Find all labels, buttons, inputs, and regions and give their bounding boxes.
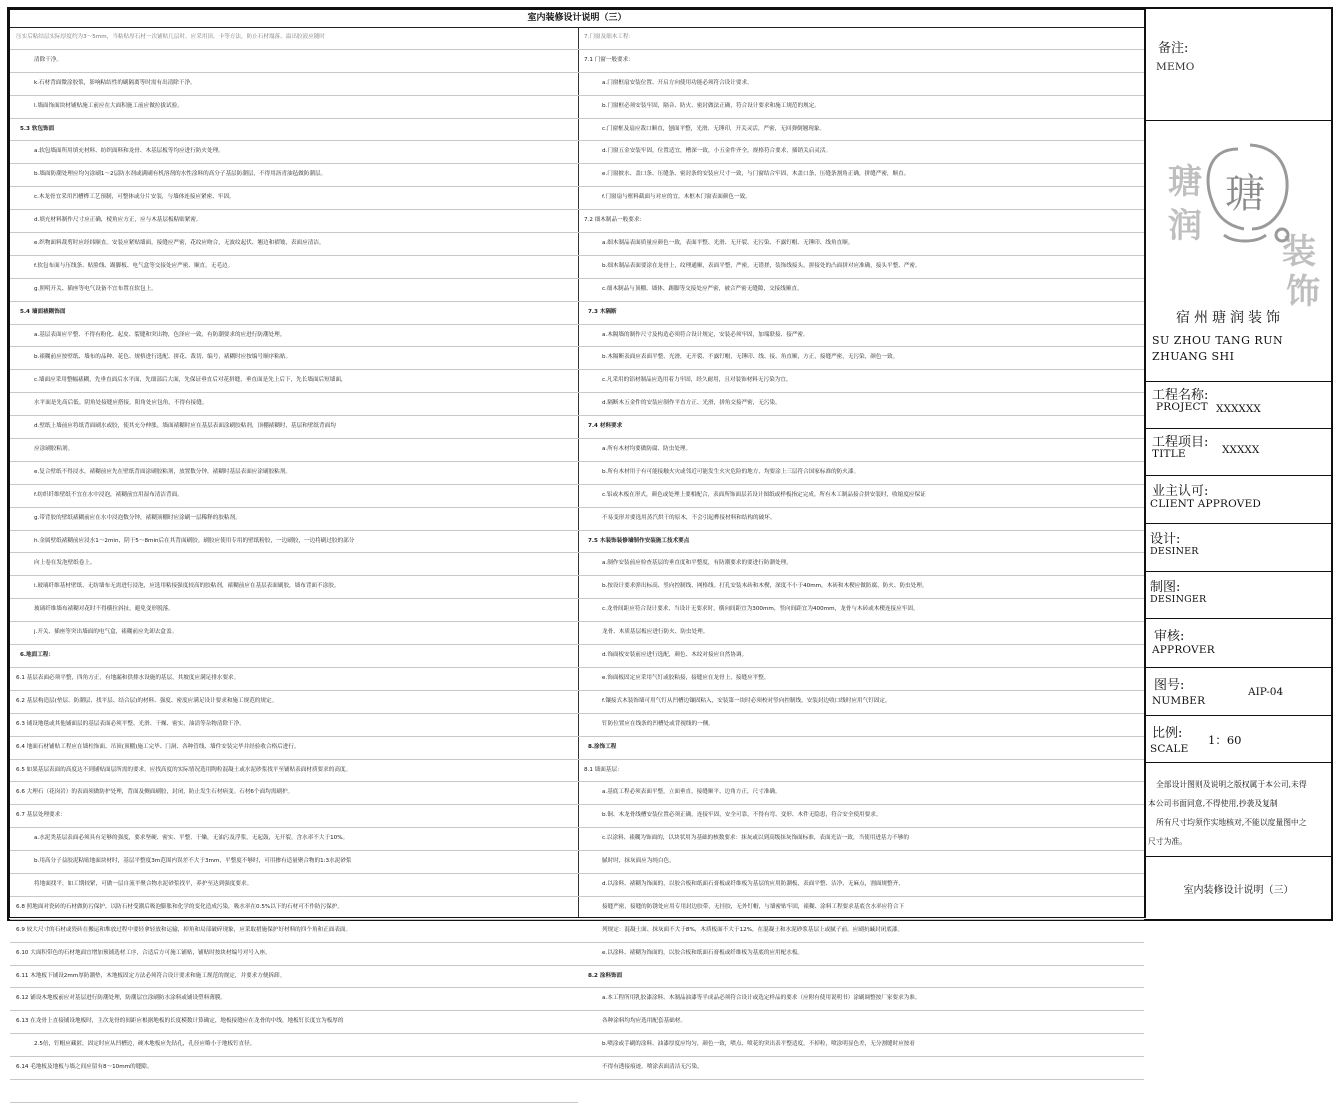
logo-char-1: 瑭 <box>1168 162 1202 202</box>
spec-row: 水平面是先高后低。阴角处接缝应搭接，阳角处应包角，不得有接缝。 <box>10 393 578 416</box>
spec-row: f.软包布面与压线条、贴脸线、踢脚板、电气盒等交接处应严密、顺直，无毛边。 <box>10 256 578 279</box>
spec-row: a.基底工程必须表面平整，立面垂直，接缝顺平、边角方正，尺寸准确。 <box>578 782 1144 805</box>
spec-row: e.织物面料裁剪时应经纬顺直。安装应紧贴墙面，接缝应严密，花纹应吻合，无波纹起伏、翘边和褶皱，表面应清洁。 <box>10 233 578 256</box>
spec-row: b.细木制品表面要涂在龙骨上，纹理通顺，表面平整，严密，无错搓，装饰线接头，拼接处的凸面拼对应准确，接头平整、严密。 <box>578 256 1144 279</box>
project-label: 工程名称: <box>1152 388 1209 403</box>
spec-row: a.制作安装前应检查基层的垂直度和平整度，有防潮要求的要进行防潮处理。 <box>578 553 1144 576</box>
note-line-4: 尺寸为准。 <box>1148 837 1187 846</box>
spec-row: 7.3 木隔断 <box>578 302 1144 325</box>
spec-row: c.细木制品与顶棚、墙体、踢脚等交接处应严密，被合严密无缝隙，交接线顺直。 <box>578 279 1144 302</box>
left-column <box>10 27 579 1071</box>
spec-row: 向上卷在发泡壁纸卷上。 <box>10 553 578 576</box>
spec-row: 腻时时，抹灰面应为纯白色。 <box>578 851 1144 874</box>
spec-row: 8.2 涂料饰面 <box>578 966 1144 989</box>
spec-row: 6.地面工程： <box>10 645 578 668</box>
spec-row: d.填充材料制作尺寸应正确，棱角应方正，应与木基层板粘贴紧密。 <box>10 210 578 233</box>
spec-row: b.墙面防潮处理应均匀涂刷1～2层防水剂或满刷有机溶剂的水性涂料的高分子基层防潮层，不得用沥青油毡做防潮层。 <box>10 164 578 187</box>
scale-value: 1：60 <box>1208 733 1242 747</box>
logo-char-2: 润 <box>1168 206 1202 246</box>
sheet-title: 室内装修设计说明（三） <box>10 10 1144 28</box>
spec-row: f.门窗扇与框料截面与对应的宜。木框木门窗表面颜色一致。 <box>578 187 1144 210</box>
spec-row: 6.5 如果基层表面的高度达不到铺贴面层所需的要求，应找高度的实际情况选用陶粒混凝土或水泥砂浆找平至铺贴表面材质要求的高度。 <box>10 760 578 783</box>
spec-row: 6.8 照地面对瓷砖的石材做防污保护，以防石材受潮后吸泡膨胀和化学的变化造成污染，吸水率在0.5%以下的石材可不作防污保护。 <box>10 897 578 920</box>
spec-row: b.喷涂或手刷的涂料、油漆厚度应均匀，颜色一致，喷点、喷花的突出表平整适度，不掉粒，喷涂明显色差，无分割缝时应按看 <box>578 1034 1144 1057</box>
spec-row: 玻璃纤维墙布裱糊对花时不得横拉斜扯，避免变形脱落。 <box>10 599 578 622</box>
spec-row: a.细木制品表面质量应颜色一致，表面平整、光滑、无开裂、无污染、不露钉帽、无锤印、线角直顺。 <box>578 233 1144 256</box>
spec-row: 各种涂料均均应选用配套基础材。 <box>578 1011 1144 1034</box>
spec-row: e.复合壁纸不得浸水，裱糊前应先在壁纸背面涂刷胶粘剂，放置数分钟，裱糊时基层表面应涂刷胶粘剂。 <box>10 462 578 485</box>
spec-row: j.开关、插座等突出墙面的电气盒，裱糊前应先卸去盒盖。 <box>10 622 578 645</box>
title-block <box>1145 9 1331 918</box>
spec-row: 钉防位置应在线条的凹槽处或背视线的一侧。 <box>578 714 1144 737</box>
spec-row: 7.1 门窗一般要求： <box>578 50 1144 73</box>
spec-row: b.用高分子益胶泥粘贴地面块材时，基层平整度3m范围内误差不大于3mm，平整度不够时，可用掺有适量聚合物的1:3水泥砂浆 <box>10 851 578 874</box>
design-en: DESINER <box>1150 546 1199 557</box>
spec-row: b.铜、木龙骨线槽安装位置必须正确，连接牢固，安全可靠，不得有弯、变形、木件无隐患，符合安全使用要求。 <box>578 805 1144 828</box>
client-cell <box>1146 476 1331 524</box>
spec-row <box>10 1080 578 1103</box>
spec-row: 2.5倍，钉帽应藏匿，固定时应从凹槽边，硬木地板应先钻孔，孔径应略小于地板钉直径。 <box>10 1034 578 1057</box>
spec-row: a.所有木材均要做防腐、防虫处理。 <box>578 439 1144 462</box>
spec-row: 6.12 铺设木地板前应对基层进行防潮处理，防潮层宜涂刷防水涂料或铺设塑料薄膜。 <box>10 988 578 1011</box>
project-cell <box>1146 382 1331 429</box>
spec-row: a.木隔墙的制作尺寸及构造必须符合设计规定，安装必须牢固，加端联接、接严密。 <box>578 325 1144 348</box>
note-line-3: 所有尺寸均须作实地核对,不能以度量图中之 <box>1156 818 1307 827</box>
spec-row: c.铝或木板在形式，颜色或处理上要相配合，表面所饰面层若设计图纸或样板指定完成。所有木工制品接合拼安装时，收缩度应保证 <box>578 485 1144 508</box>
spec-row: 7.门窗及细木工程： <box>578 27 1144 50</box>
spec-row: c.龙骨间距应符合设计要求，当设计无要求时，横向间距宜为300mm，竖向间距宜为400mm，龙骨与木砖或木楔连接应牢固。 <box>578 599 1144 622</box>
spec-row: c.木龙骨宜采用凹槽榫工艺预制，可整体或分片安装，与墙体连接应紧密、牢固。 <box>10 187 578 210</box>
number-cell <box>1146 668 1331 716</box>
spec-row: c.以涂料、裱糊为饰面的，以块状用为基础的核数要求：抹灰或以到高级抹灰饰面标准，表面光洁一致，当使用进基力不够的 <box>578 828 1144 851</box>
spec-row: 8.1 墙面基层： <box>578 760 1144 783</box>
spec-row: 6.11 木地板下铺设2mm厚防潮垫，木地板固定方法必须符合设计要求和施工规范的规定，并要求方便拆卸。 <box>10 966 578 989</box>
reviewer-cell <box>1146 619 1331 668</box>
number-value: AIP-04 <box>1248 686 1284 698</box>
notes-cell <box>1146 763 1331 857</box>
spec-row: h.金属壁纸裱糊前应浸水1～2min，阴干5～8min后在其背面刷胶。刷胶应使用专用的壁纸粉胶，一边刷胶，一边将刷过胶的部分 <box>10 531 578 554</box>
spec-row: e.门窗披水、盖口条、压缝条、密封条的安装应尺寸一致，与门窗结合牢固，木盖口条，压缝条割角正确，拼缝严密，顺直。 <box>578 164 1144 187</box>
spec-row: 将地面找平，如工期较紧，可做一层自流平聚合物水泥砂浆找平，养护至达到强度要求。 <box>10 874 578 897</box>
footer-title: 室内装修设计说明（三） <box>1183 885 1294 896</box>
spec-row: g.带背胶的壁纸裱糊前应在水中浸泡数分钟，裱糊顶棚时应涂刷一层稀释的胶粘剂。 <box>10 508 578 531</box>
spec-row: a.水泥类基层表面必须具有足够的强度，要求坚硬、密实、平整、干燥，无油污及浮浆，无起鼓，无开裂。含水率不大于10%。 <box>10 828 578 851</box>
number-label: 图号: <box>1154 678 1185 693</box>
memo-label: 备注: <box>1158 41 1189 56</box>
spec-row: 6.9 较大尺寸的石材或瓷砖在搬运和堆放过程中要轻拿轻放和运输，掉角和局部破碎现象，应采取措施保护好材料的四个角和正面表面。 <box>10 920 578 943</box>
spec-row: 6.6 大理石（花岗岩）的表面须做防护处理，背面及侧面刷胶，封闭，防止发生石材病变。石材6个面均需刷护。 <box>10 782 578 805</box>
drafter-cell <box>1146 572 1331 619</box>
spec-row: b.所有木材用于有可能接触火灾或邻近可能发生火灾危险的地方，均要涂上三层符合国家标准的防火漆。 <box>578 462 1144 485</box>
number-en: NUMBER <box>1152 695 1206 707</box>
company-logo <box>1146 131 1330 311</box>
client-label: 业主认可: <box>1152 484 1209 499</box>
footer-title-cell <box>1146 857 1331 918</box>
spec-row: c.凡采用的铝材制品应选用着力牢固，经久耐用，且对装饰材料无污染为宜。 <box>578 370 1144 393</box>
memo-en: MEMO <box>1156 61 1195 73</box>
spec-row: d.门窗五金安装牢固，位置适宜，槽深一致，小五金件齐全，规格符合要求，插销关启灵活。 <box>578 141 1144 164</box>
spec-row: 不得有透接痕迹，喷涂表面清洁无污染。 <box>578 1057 1144 1080</box>
spec-row: f.纺织纤维壁纸不宜在水中浸泡，裱糊前宜用湿布清洁背面。 <box>10 485 578 508</box>
logo-char-4: 饰 <box>1286 272 1320 311</box>
spec-row: 7.4 材料要求 <box>578 416 1144 439</box>
scale-en: SCALE <box>1150 743 1189 755</box>
note-line-1: 全部设计图则及说明之版权属于本公司,未得 <box>1156 780 1307 789</box>
spec-row: b.裱糊前应按壁纸、墙布的品种、花色、规格进行选配、拼花、裁切、编号，裱糊时应按编号顺序粘贴。 <box>10 347 578 370</box>
spec-row: 6.13 在龙骨上直接铺设地板时，主次龙骨的间距应根据地板的长度模数计算确定，地板接缝应在龙骨的中线，地板钉长度宜为板厚的 <box>10 1011 578 1034</box>
spec-row: f.镶接式木装饰墙可用气钉从凹槽边镶固粘入，安装第一块时必须校对竖向控制线，安装封边收口线时应用气钉固定。 <box>578 691 1144 714</box>
main-content-panel <box>9 9 1145 1071</box>
design-label: 设计: <box>1150 532 1181 547</box>
spec-row: b.木隔断表面应表面平整、光滑，无开裂、不露钉帽，无锤印、线、接、角直顺，方正，接缝严密，无污染，颜色一致。 <box>578 347 1144 370</box>
review-label: 审核: <box>1154 629 1185 644</box>
spec-row: 接缝严密，接缝的防锈处应用专用封边胶带，无挂胶，无外钉帽，与墙密贴牢固，裱糊、涂料工程要求基底含水率应符合下 <box>578 897 1144 920</box>
spec-row: 6.2 基层构造层(垫层、防潮层、找平层、结合层)的材料、强度、密度应满足设计要求和施工规范的规定。 <box>10 691 578 714</box>
project-value: XXXXXX <box>1216 403 1261 415</box>
spec-row: 8.涂饰工程 <box>578 737 1144 760</box>
draw-en: DESINGER <box>1150 594 1207 605</box>
spec-row: g.照明开关、插座等电气设备不宜布置在软包上。 <box>10 279 578 302</box>
spec-row: 龙骨、木质基层板应进行防火、防虫处理。 <box>578 622 1144 645</box>
company-name-en: SU ZHOU TANG RUN ZHUANG SHI <box>1152 334 1284 363</box>
spec-row: l.墙面饰面块材铺贴施工前应在大面积施工前应做拉拔试验。 <box>10 96 578 119</box>
spec-row: 6.3 铺设地毯或其他铺面层的基层表面必须平整、光滑、干燥、密实，油渍等杂物清除干净。 <box>10 714 578 737</box>
spec-row: 7.5 木装饰装修墙制作安装施工技术要点 <box>578 531 1144 554</box>
spec-row: b.按设计要求弹出标高、竖向控制线、网格线。打孔安装木砖和木楔，深度不小于40mm，木砖和木楔应做防腐、防火、防虫处理。 <box>578 576 1144 599</box>
review-en: APPROVER <box>1152 644 1215 656</box>
company-cell <box>1146 121 1331 382</box>
note-line-2: 本公司书面同意,不得使用,抄袭及复制 <box>1148 799 1278 808</box>
memo-cell <box>1146 9 1331 121</box>
spec-row: i.玻璃纤维基材壁纸、无纺墙布无需进行浸泡，应选用粘接强度较高的胶粘剂，裱糊前应在基层表面刷胶，墙布背面不涂胶。 <box>10 576 578 599</box>
spec-row: a.软包墙面所用填充材料、纺织面料和龙骨、木基层板等均应进行防火处理。 <box>10 141 578 164</box>
spec-row: 6.10 大面积带色的石材地面宜增加预铺选材工序，合适后方可施工铺贴，铺贴时按块材编号对号入座。 <box>10 943 578 966</box>
spec-row: 7.2 细木制品一般要求： <box>578 210 1144 233</box>
spec-row: k.石材背面微涂胶浆，影响粘结性的刷隔离等时需有出清除干净。 <box>10 73 578 96</box>
title-cell <box>1146 429 1331 476</box>
spec-row: e.以涂料、裱糊为饰面的，以胶合板和纸面石膏板或纤维板为基底的应用配水板。 <box>578 943 1144 966</box>
scale-label: 比例: <box>1152 726 1183 741</box>
designer-cell <box>1146 524 1331 572</box>
spec-row: d.以涂料、裱糊为饰面的，以胶合板和纸面石膏板或纤维板为基层的应用防潮板，表面平整、洁净、无麻点，割面规整齐， <box>578 874 1144 897</box>
spec-row: d.隔断木五金件的安装应制作平直方正、光滑，拼角交接严密，无污染。 <box>578 393 1144 416</box>
project-en: PROJECT <box>1156 401 1208 413</box>
spec-row: 压实后粘结层实际厚度约为3～5mm，当粘贴厚石材一次铺贴几层时，应采用顶、卡等方法，防止石材塌落、溢出胶液应随时 <box>10 27 578 50</box>
spec-row: c.墙面应采用整幅裱糊，先垂直面后水平面，先细部后大面，先保证垂直后对花拼缝，垂直面是先上后下，先长墙面后短墙面， <box>10 370 578 393</box>
spec-row: 6.7 基层处理要求： <box>10 805 578 828</box>
logo-char-3: 装 <box>1282 232 1316 272</box>
spec-row: 不易变形并要选用蒸汽烘干的原木，不会引起榫接材料和结构的破坏。 <box>578 508 1144 531</box>
spec-row: 5.4 墙面裱糊饰面 <box>10 302 578 325</box>
spec-row: e.饰面板固定应采用气钉或胶粘接，接缝应在龙骨上，接缝应平整。 <box>578 668 1144 691</box>
title-en: TITLE <box>1152 448 1186 460</box>
client-en: CLIENT APPROVED <box>1150 498 1262 510</box>
title-label: 工程项目: <box>1152 435 1209 450</box>
spec-row: 6.1 基层表面必须平整，四角方正，有地漏和供排水设施的基层，其坡度应满足排水要求。 <box>10 668 578 691</box>
draw-label: 制图: <box>1150 580 1181 595</box>
spec-row: 列规定：混凝土面、抹灰面不大于8%，木质板面不大于12%，在混凝土和水泥砂浆基层上或腻子前，应刷抗碱封闭底漆。 <box>578 920 1144 943</box>
spec-row: 6.14 毛地板及地板与墙之间应留有8～10mm的缝隙。 <box>10 1057 578 1080</box>
spec-row: d.饰面板安装前应进行选配，颜色、木纹对接应自然协调。 <box>578 645 1144 668</box>
logo-seal-char: 瑭 <box>1225 171 1265 217</box>
title-value: XXXXX <box>1222 444 1260 456</box>
spec-row: c.门窗框及扇应裁口顺直，刨面平整，光滑、无锤印，开关灵活，严密，无回弹倒翘现象。 <box>578 119 1144 142</box>
spec-row: 5.3 软包饰面 <box>10 119 578 142</box>
spec-row: 6.4 地面石材铺贴工程应在墙柱饰面、吊顶(顶棚)施工完毕、门洞、各种管线、墙件安装完毕并经验收合格后进行。 <box>10 737 578 760</box>
spec-row: d.壁纸上墙前应将纸背面刷水或胶，使其充分伸胀。墙面裱糊时应在基层表面涂刷胶粘剂，顶棚裱糊时，基层和壁纸背面均 <box>10 416 578 439</box>
spec-row: a.本工程所用乳胶漆涂料、木制品油漆等半成品必须符合设计或选定样品的要求（应附有使用说明书）涂刷调整按厂家要求为准。 <box>578 988 1144 1011</box>
right-column <box>578 27 1144 1071</box>
company-name-cn: 宿州瑭润装饰 <box>1176 310 1284 326</box>
spec-row: 清除干净。 <box>10 50 578 73</box>
scale-cell <box>1146 716 1331 763</box>
spec-row: a.门窗框扇安装位置、开启方向使用功能必须符合设计要求。 <box>578 73 1144 96</box>
spec-row: a.基层表面应平整、不得有粉化、起皮、裂缝和突出物，色泽应一致，有防潮要求的应进行防潮处理。 <box>10 325 578 348</box>
spec-row: 应涂刷胶粘剂。 <box>10 439 578 462</box>
spec-row: b.门窗框必须安装牢固，隔音、防火、密封做法正确，符合设计要求和施工规范的规定。 <box>578 96 1144 119</box>
